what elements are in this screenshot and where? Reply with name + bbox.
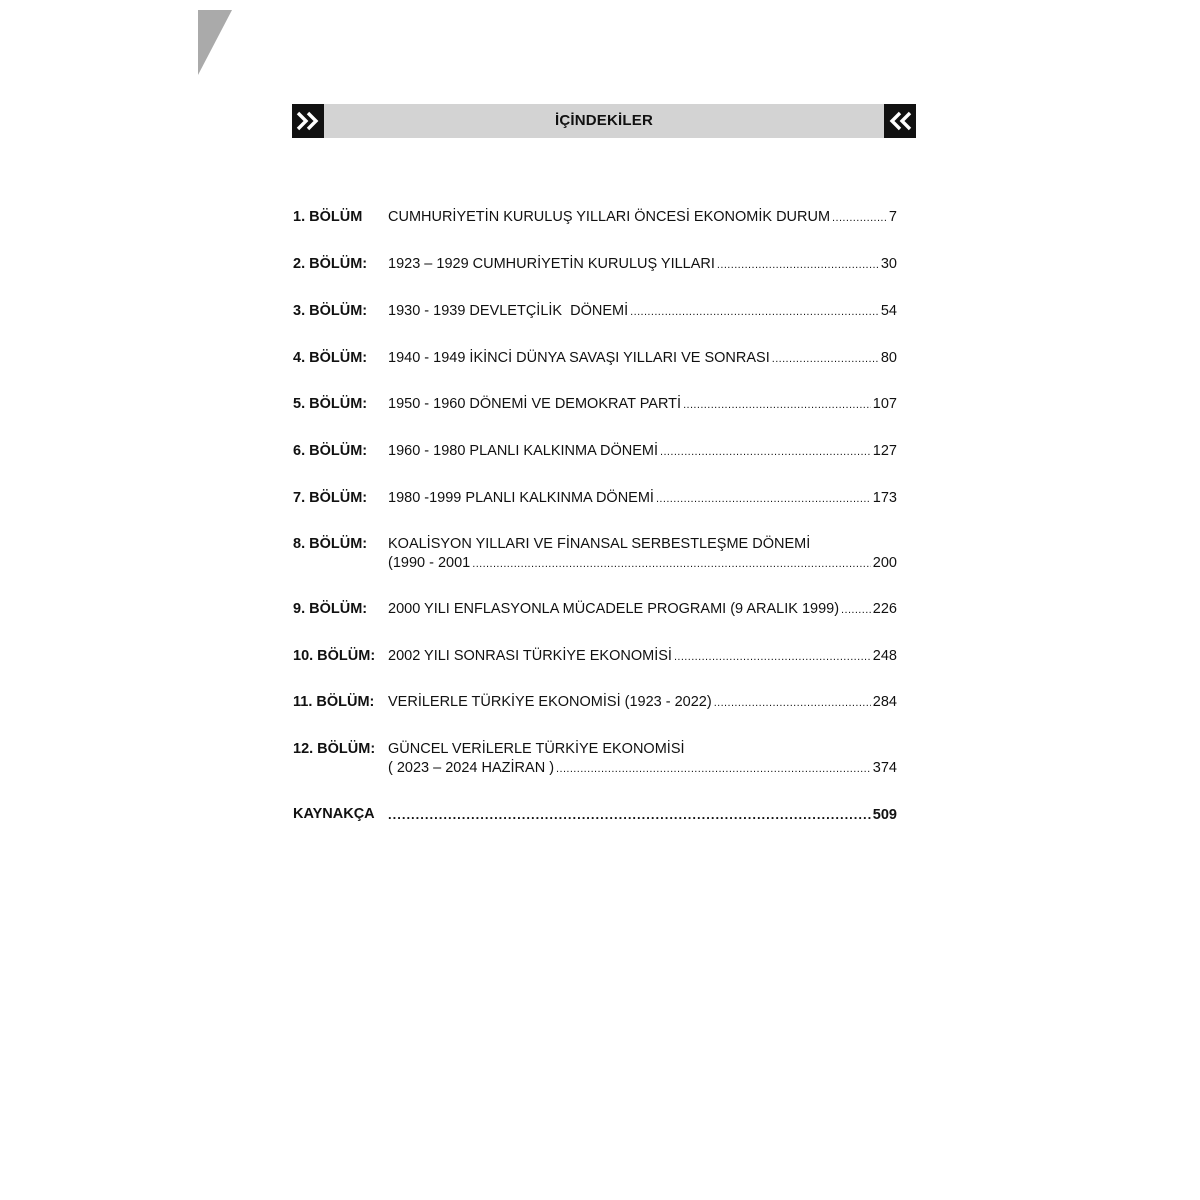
toc-entry-label: 7. BÖLÜM: (293, 490, 368, 506)
leader-dots (832, 208, 887, 227)
toc-entry-page: 30 (880, 256, 897, 272)
toc-title: İÇİNDEKİLER (554, 112, 654, 129)
toc-entry-page: 509 (872, 807, 897, 823)
toc-entry-page: 200 (872, 555, 897, 571)
toc-entry-page: 80 (880, 350, 897, 366)
toc-entry-title: ( 2023 – 2024 HAZİRAN ) (388, 760, 555, 776)
leader-dots (674, 647, 871, 666)
toc-entry-label: 10. BÖLÜM: (293, 648, 376, 664)
toc-entry-label: 8. BÖLÜM: (293, 536, 368, 552)
toc-header-bar (292, 104, 916, 138)
header-right-box (884, 104, 916, 138)
leader-dots (556, 759, 871, 778)
toc-entry-page: 127 (872, 443, 897, 459)
header-left-box (292, 104, 324, 138)
toc-entry-title: 1980 -1999 PLANLI KALKINMA DÖNEMİ (388, 490, 654, 506)
leader-dots (772, 349, 879, 368)
toc-entry-page: 374 (872, 760, 897, 776)
toc-entry-title: VERİLERLE TÜRKİYE EKONOMİSİ (1923 - 2022) (388, 694, 712, 710)
toc-entry-title: 1930 - 1939 DEVLETÇİLİK DÖNEMİ (388, 303, 629, 319)
leader-dots (717, 255, 879, 274)
toc-entry-page: 54 (880, 303, 897, 319)
toc-entry-page: 107 (872, 396, 897, 412)
toc-entry-page: 248 (872, 648, 897, 664)
leader-dots (660, 442, 871, 461)
leader-dots (388, 805, 871, 824)
toc-entry-title-line1: KOALİSYON YILLARI VE FİNANSAL SERBESTLEŞME DÖNEMİ (388, 536, 811, 552)
leader-dots (630, 302, 879, 321)
toc-entry-page: 226 (872, 601, 897, 617)
toc-entry-title: CUMHURİYETİN KURULUŞ YILLARI ÖNCESİ EKONOMİK DURUM (388, 209, 831, 225)
toc-entry-title: (1990 - 2001 (388, 555, 471, 571)
toc-entry-label: 12. BÖLÜM: (293, 741, 376, 757)
toc-entry-label: 11. BÖLÜM: (293, 694, 375, 710)
toc-entry-label: 1. BÖLÜM (293, 209, 363, 225)
leader-dots (714, 693, 871, 712)
leader-dots (472, 554, 871, 573)
toc-entry-page: 173 (872, 490, 897, 506)
toc-entry-title: 2000 YILI ENFLASYONLA MÜCADELE PROGRAMI (9 ARALIK 1999) (388, 601, 840, 617)
page-corner-tab (198, 10, 232, 75)
toc-entry-title: 1923 – 1929 CUMHURİYETİN KURULUŞ YILLARI (388, 256, 715, 272)
toc-entry-title: 1960 - 1980 PLANLI KALKINMA DÖNEMİ (388, 443, 658, 459)
toc-entry-label: 2. BÖLÜM: (293, 256, 368, 272)
toc-entry-page: 7 (888, 209, 897, 225)
toc-entry-label: 4. BÖLÜM: (293, 350, 368, 366)
toc-entry-title: 1950 - 1960 DÖNEMİ VE DEMOKRAT PARTİ (388, 396, 682, 412)
corner-tab-shape (198, 10, 232, 75)
toc-entry-label: 5. BÖLÜM: (293, 396, 368, 412)
leader-dots (656, 489, 871, 508)
toc-entry-label: 9. BÖLÜM: (293, 601, 368, 617)
leader-dots (841, 600, 871, 619)
toc-entry-label: 6. BÖLÜM: (293, 443, 368, 459)
toc-entry-title: 1940 - 1949 İKİNCİ DÜNYA SAVAŞI YILLARI VE SONRASI (388, 350, 770, 366)
toc-entry-label: KAYNAKÇA (293, 806, 375, 822)
toc-entry-label: 3. BÖLÜM: (293, 303, 368, 319)
leader-dots (683, 395, 871, 414)
toc-entry-page: 284 (872, 694, 897, 710)
toc-entry-title-line1: GÜNCEL VERİLERLE TÜRKİYE EKONOMİSİ (388, 741, 685, 757)
toc-entry-title: 2002 YILI SONRASI TÜRKİYE EKONOMİSİ (388, 648, 672, 664)
double-chevron-left-icon (887, 110, 913, 132)
double-chevron-right-icon (295, 110, 321, 132)
